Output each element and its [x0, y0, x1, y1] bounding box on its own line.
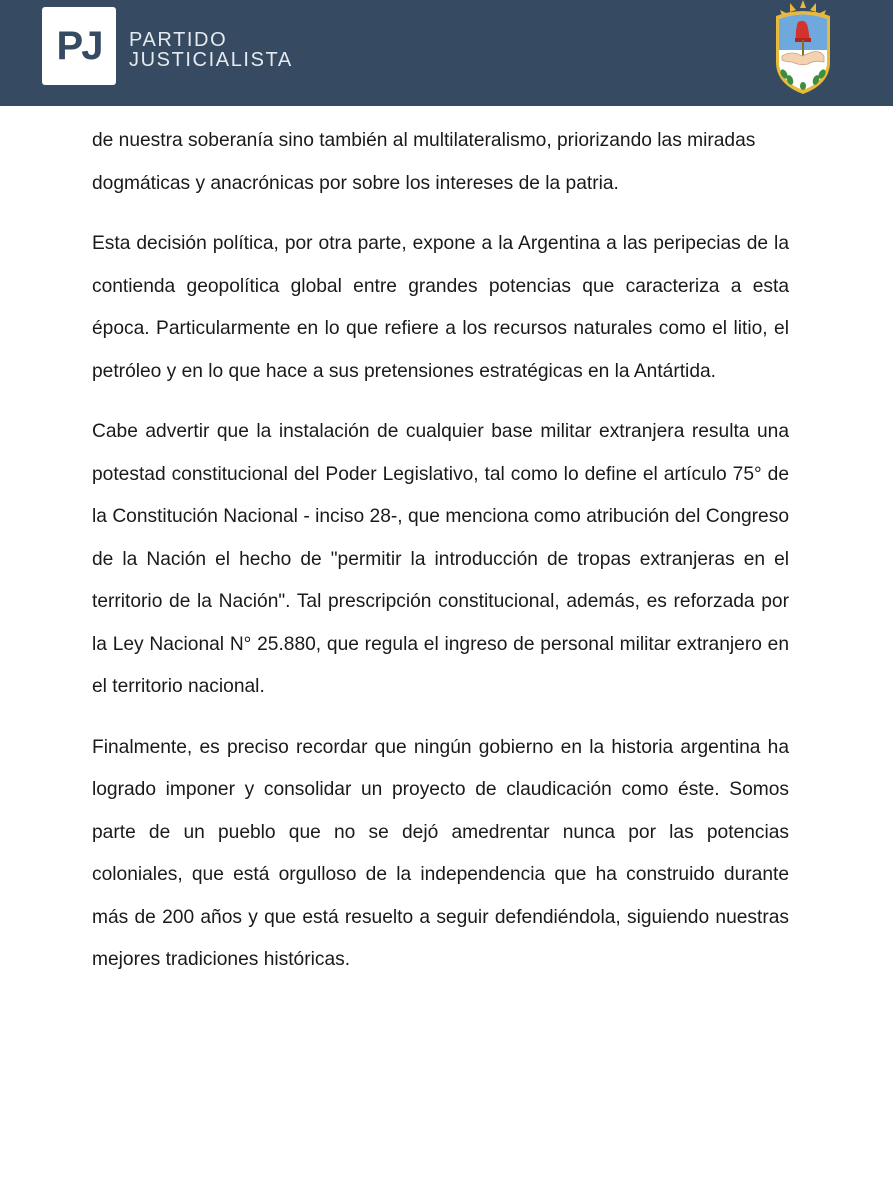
pj-logo-text: PJ: [56, 24, 102, 68]
page-header: [0, 0, 893, 106]
document-body: [92, 120, 789, 1000]
paragraph-2: Esta decisión política, por otra parte, expone a la Argentina a las peripecias de la contienda geopolítica global entre grandes potencias que caracteriza a esta época. Particularmente en lo que refiere a los recursos naturales como el litio, el petróleo y en lo que hace a sus pretensiones estratégicas en la Antártida.: [92, 233, 789, 382]
paragraph-1: de nuestra soberanía sino también al multilateralismo, priorizando las miradas dogmáticas y anacrónicas por sobre los intereses de la patria.: [92, 130, 756, 194]
party-name-line1: PARTIDO: [129, 29, 228, 51]
party-name: [129, 30, 293, 70]
pj-logo: [42, 7, 116, 85]
peronist-shield-emblem-icon: [768, 0, 838, 96]
party-name-line2: JUSTICIALISTA: [129, 49, 293, 71]
paragraph-4: Finalmente, es preciso recordar que ningún gobierno en la historia argentina ha logrado imponer y consolidar un proyecto de claudicación como éste. Somos parte de un pueblo que no se dejó amedrentar nunca por las potencias coloniales, que está orgulloso de la independencia que ha construido durante más de 200 años y que está resuelto a seguir defendiéndola, siguiendo nuestras mejores tradiciones históricas.: [92, 736, 789, 970]
paragraph-3: Cabe advertir que la instalación de cualquier base militar extranjera resulta una potestad constitucional del Poder Legislativo, tal como lo define el artículo 75° de la Constitución Nacional - inciso 28-, que menciona como atribución del Congreso de la Nación el hecho de "permitir la introducción de tropas extranjeras en el territorio de la Nación". Tal prescripción constitucional, además, es reforzada por la Ley Nacional N° 25.880, que regula el ingreso de personal militar extranjero en el territorio nacional.: [92, 421, 789, 697]
